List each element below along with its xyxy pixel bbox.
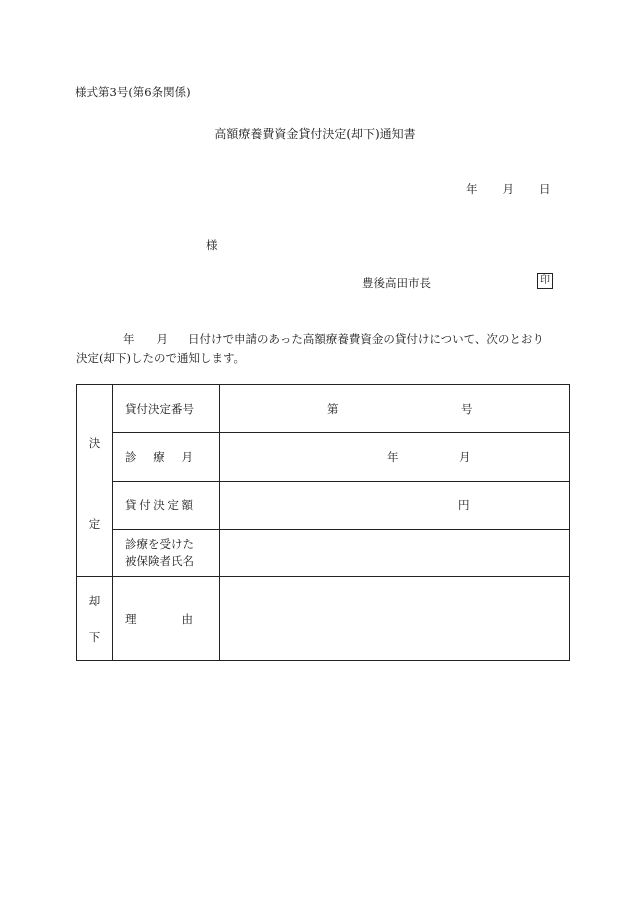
loan-amount-unit: 円 [458,498,470,513]
decision-char-2: 定 [88,517,101,531]
addressee-suffix: 様 [206,238,218,252]
rejection-char-2: 下 [88,630,101,644]
rejection-side-label [77,577,113,661]
loan-number-suffix: 号 [461,401,473,416]
amount-char-1: 貸 [125,498,137,513]
loan-amount-label [113,481,220,529]
insured-label-line2: 被保険者氏名 [125,553,194,568]
treatment-char-1: 診 [125,449,137,464]
issue-date [466,181,551,197]
issuer-name: 豊後高田市長 [362,276,431,290]
treatment-char-2: 療 [153,449,165,464]
treatment-year: 年 [387,449,399,464]
date-year: 年 [466,182,478,196]
amount-char-2: 付 [139,498,151,513]
rejection-char-1: 却 [88,594,101,608]
reason-char-1: 理 [125,611,137,626]
notice-body [76,330,554,368]
body-year: 年 [123,332,135,346]
decision-table [76,384,570,661]
seal-mark: 印 [537,273,553,289]
loan-amount-field[interactable] [220,481,570,529]
document-title: 高額療養費資金貸付決定(却下)通知書 [214,127,416,141]
reason-label [113,577,220,661]
amount-char-4: 定 [167,498,179,513]
insured-label-line1: 診療を受けた [125,536,194,551]
insured-name-label [113,529,220,576]
body-month: 月 [156,332,168,346]
loan-number-field[interactable] [220,385,570,433]
treatment-month-label [113,433,220,481]
form-number: 様式第3号(第6条関係) [75,85,191,99]
loan-number-prefix: 第 [327,401,339,416]
date-day: 日 [539,182,551,196]
amount-char-3: 決 [153,498,165,513]
treatment-char-3: 月 [181,449,193,464]
reason-field[interactable] [220,577,570,661]
body-text: 日付けで申請のあった高額療養費資金の貸付けについて、次のとおり決定(却下)したので通知します。 [76,332,544,365]
decision-side-label [77,385,113,577]
treatment-month-field[interactable] [220,433,570,481]
decision-char-1: 決 [88,436,101,450]
insured-name-field[interactable] [220,529,570,576]
amount-char-5: 額 [181,498,193,513]
loan-number-label: 貸付決定番号 [113,385,220,433]
treatment-month: 月 [459,449,471,464]
reason-char-2: 由 [181,611,193,626]
date-month: 月 [502,182,514,196]
